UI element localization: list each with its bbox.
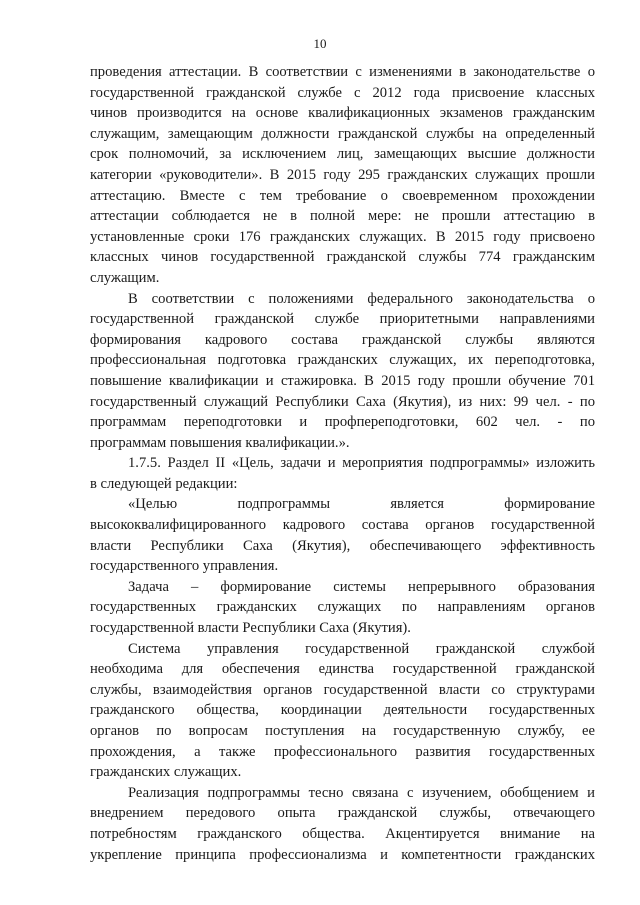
text-line: 1.7.5. Раздел II «Цель, задачи и мероприятия подпрограммы» изложить [128, 455, 595, 472]
text-line: формирования кадрового состава гражданской службы являются [90, 331, 595, 348]
text-line: классных чинов государственной гражданской службы 774 гражданским [90, 249, 595, 266]
text-line: высококвалифицированного кадрового состава органов государственной [90, 517, 595, 534]
text-line: программам переподготовки и профпереподготовки, 602 чел. - по [90, 414, 595, 431]
text-line: внедрением передового опыта гражданской службы, отвечающего [90, 805, 595, 822]
text-line: служащим. [90, 269, 160, 286]
text-line: государственной гражданской службе с 2012 года присвоение классных [90, 84, 595, 101]
text-line: Система управления государственной гражданской службой [128, 640, 595, 657]
text-line: службы, взаимодействия органов государственной власти со структурами [90, 681, 595, 698]
text-line: аттестации соблюдается не в полной мере: не прошли аттестацию в [90, 208, 595, 225]
paragraph-p7 [90, 783, 595, 865]
text-line: в следующей редакции: [90, 475, 238, 492]
text-line: гражданского общества, координации деятельности государственных [90, 702, 595, 719]
text-line: «Целью подпрограммы является формирование [128, 496, 595, 513]
text-line: гражданских служащих. [90, 764, 242, 781]
text-line: государственный служащий Республики Саха (Якутия), из них: 99 чел. - по [90, 393, 595, 410]
text-line: потребностям гражданского общества. Акцентируется внимание на [90, 825, 595, 842]
text-line: срок полномочий, за исключением лиц, замещающих высшие должности [90, 146, 595, 163]
text-line: государственного управления. [90, 558, 279, 575]
text-line: государственных гражданских служащих по направлениям органов [90, 599, 595, 616]
document-body [90, 62, 595, 865]
text-line: служащим, замещающим должности гражданской службы на определенный [90, 125, 595, 142]
text-line: чинов производится на основе квалификационных экзаменов гражданским [90, 105, 595, 122]
text-line: Реализация подпрограммы тесно связана с изучением, обобщением и [128, 784, 595, 801]
text-line: укрепление принципа профессионализма и компетентности гражданских [90, 846, 595, 863]
page-number: 10 [313, 36, 327, 51]
text-line: власти Республики Саха (Якутия), обеспечивающего эффективность [90, 537, 595, 554]
text-line: органов по вопросам поступления на государственную службу, ее [90, 723, 595, 739]
text-line: необходима для обеспечения единства государственной гражданской [90, 661, 595, 678]
text-line: проведения аттестации. В соответствии с изменениями в законодательстве о [90, 64, 595, 80]
text-line: профессиональная подготовка гражданских служащих, их переподготовка, [90, 352, 595, 369]
text-line: В соответствии с положениями федерального законодательства о [128, 290, 595, 307]
text-line: программам повышения квалификации.». [90, 434, 350, 451]
paragraph-p1 [90, 62, 595, 289]
paragraph-p5 [90, 577, 595, 639]
text-line: государственной власти Республики Саха (Якутия). [90, 620, 411, 637]
text-line: категории «руководители». В 2015 году 295 гражданских служащих прошли [90, 166, 595, 183]
paragraph-p4 [90, 494, 595, 576]
text-line: повышение квалификации и стажировка. В 2015 году прошли обучение 701 [90, 372, 595, 389]
text-line: установленные сроки 176 гражданских служащих. В 2015 году присвоено [90, 228, 595, 245]
paragraph-p3 [90, 453, 595, 494]
text-line: аттестацию. Вместе с тем требование о своевременном прохождении [90, 187, 595, 204]
text-line: прохождения, а также профессионального развития государственных [90, 743, 595, 760]
paragraph-p2 [90, 289, 595, 454]
text-line: государственной гражданской службе приоритетными направлениями [90, 311, 595, 328]
text-line: Задача – формирование системы непрерывного образования [128, 578, 595, 595]
paragraph-p6 [90, 639, 595, 783]
